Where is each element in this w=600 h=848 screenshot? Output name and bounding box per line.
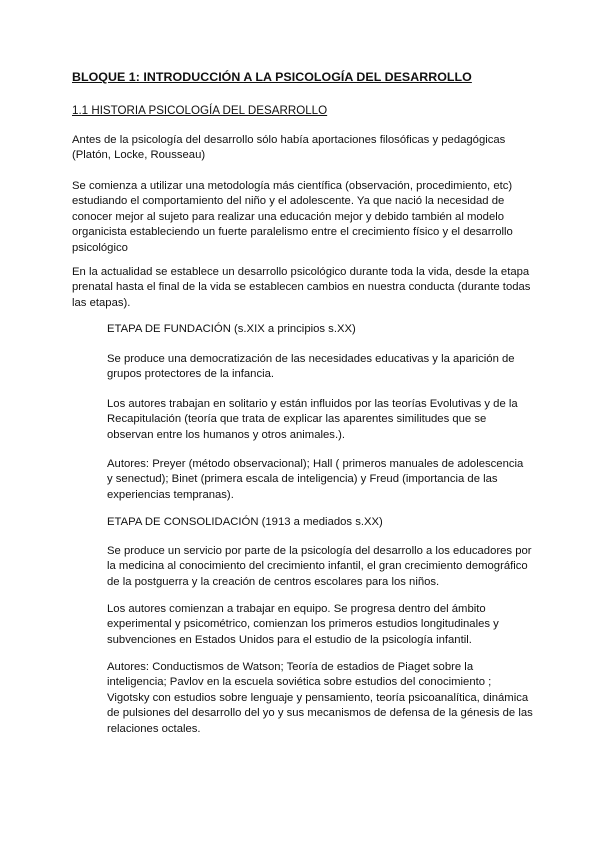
text-line: prenatal hasta el final de la vida se establecen cambios en nuestra conducta (durante todas bbox=[72, 281, 531, 294]
stage-heading-fundacion bbox=[107, 322, 527, 337]
text-line: grupos protectores de la infancia. bbox=[107, 368, 275, 381]
text-line: En la actualidad se establece un desarrollo psicológico durante toda la vida, desde la etapa bbox=[72, 266, 530, 278]
text-line: (Platón, Locke, Rousseau) bbox=[72, 149, 206, 162]
text-line: las etapas). bbox=[72, 296, 131, 309]
stage-heading-text: ETAPA DE FUNDACIÓN (s.XIX a principios s.XX) bbox=[107, 323, 356, 335]
paragraph-intro-2 bbox=[72, 179, 532, 256]
text-line: observan entre los humanos y otros animales.). bbox=[107, 428, 345, 441]
text-line: Vigotsky con estudios sobre lenguaje y pensamiento, teoría psicoanalítica, dinámica bbox=[107, 691, 529, 704]
text-line: relaciones octales. bbox=[107, 722, 201, 735]
text-line: la medicina al conocimiento del crecimiento infantil, el gran crecimiento demográfico bbox=[107, 560, 528, 573]
stage-1-paragraph-1 bbox=[107, 352, 527, 383]
text-line: conocer mejor al sujeto para realizar una educación mejor y debido también al modelo bbox=[72, 210, 505, 223]
text-line: Recapitulación (teoría que trata de explicar las aparentes similitudes que se bbox=[107, 413, 487, 426]
document-title: BLOQUE 1: INTRODUCCIÓN A LA PSICOLOGÍA DEL DESARROLLO bbox=[72, 70, 472, 84]
stage-heading-consolidacion bbox=[107, 515, 527, 530]
text-line: Antes de la psicología del desarrollo sólo había aportaciones filosóficas y pedagógicas bbox=[72, 134, 506, 146]
stage-1-paragraph-2 bbox=[107, 397, 527, 443]
stage-2-paragraph-2 bbox=[107, 602, 527, 648]
text-line: estudiando el comportamiento del niño y el adolescente. Ya que nació la necesidad de bbox=[72, 195, 505, 208]
text-line: Se produce una democratización de las necesidades educativas y la aparición de bbox=[107, 353, 515, 365]
stage-2-paragraph-3 bbox=[107, 660, 533, 737]
text-line: Autores: Conductismos de Watson; Teoría de estadios de Piaget sobre la bbox=[107, 661, 474, 673]
section-title: 1.1 HISTORIA PSICOLOGÍA DEL DESARROLLO bbox=[72, 104, 328, 117]
stage-heading-text: ETAPA DE CONSOLIDACIÓN (1913 a mediados s.XX) bbox=[107, 516, 383, 528]
text-line: experiencias tempranas). bbox=[107, 488, 234, 501]
text-line: Se comienza a utilizar una metodología más científica (observación, procedimiento, etc) bbox=[72, 180, 513, 192]
text-line: Se produce un servicio por parte de la psicología del desarrollo a los educadores por bbox=[107, 545, 532, 557]
stage-1-paragraph-3 bbox=[107, 457, 527, 503]
text-line: de pulsiones del desarrollo del yo y sus mecanismos de defensa de la génesis de las bbox=[107, 707, 533, 720]
text-line: psicológico bbox=[72, 241, 128, 254]
text-line: experimental y psicométrico, comienzan los primeros estudios longitudinales y bbox=[107, 618, 499, 631]
text-line: Autores: Preyer (método observacional); Hall ( primeros manuales de adolescencia bbox=[107, 458, 524, 470]
text-line: Los autores trabajan en solitario y están influidos por las teorías Evolutivas y de la bbox=[107, 398, 518, 410]
paragraph-intro-1 bbox=[72, 133, 532, 164]
paragraph-intro-3 bbox=[72, 265, 532, 311]
text-line: inteligencia; Pavlov en la escuela soviética sobre estudios del conocimiento ; bbox=[107, 676, 492, 689]
stage-2-paragraph-1 bbox=[107, 544, 532, 590]
text-line: de la postguerra y la creación de centros escolares para los niños. bbox=[107, 575, 440, 588]
text-line: subvenciones en Estados Unidos para el estudio de la psicología infantil. bbox=[107, 633, 472, 646]
text-line: Los autores comienzan a trabajar en equipo. Se progresa dentro del ámbito bbox=[107, 603, 486, 615]
text-line: organicista estableciendo un fuerte paralelismo entre el crecimiento físico y el desarrollo bbox=[72, 226, 513, 239]
text-line: y senectud); Binet (primera escala de inteligencia) y Freud (importancia de las bbox=[107, 473, 498, 486]
